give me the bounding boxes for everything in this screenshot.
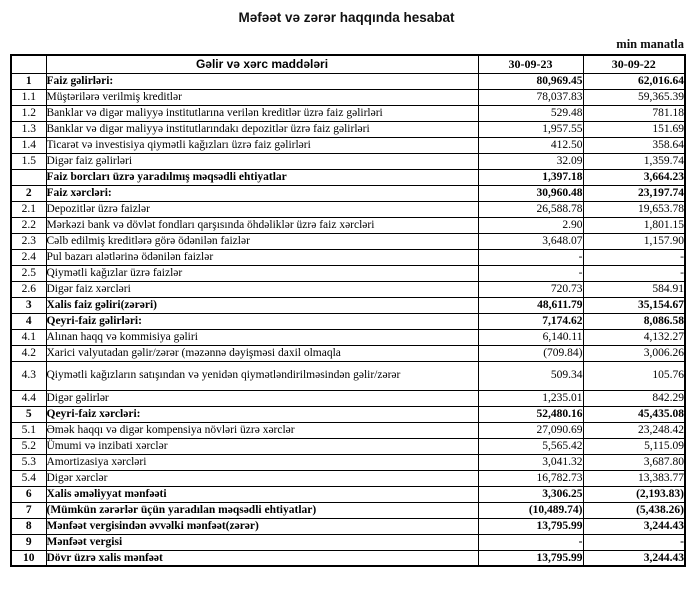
row-label-cell: Pul bazarı alətlərinə ödənilən faizlər xyxy=(46,249,478,265)
row-number-cell: 5.4 xyxy=(11,470,46,486)
row-value-2023-cell: 529.48 xyxy=(478,105,583,121)
row-value-2022-cell: 781.18 xyxy=(583,105,685,121)
row-value-2022-cell: 8,086.58 xyxy=(583,313,685,329)
row-value-2023-cell: 26,588.78 xyxy=(478,201,583,217)
table-row xyxy=(11,422,685,438)
row-value-2022-cell: 23,197.74 xyxy=(583,185,685,201)
table-row xyxy=(11,470,685,486)
row-value-2022-cell: 19,653.78 xyxy=(583,201,685,217)
row-value-2022-cell: 105.76 xyxy=(583,361,685,390)
row-value-2022-cell: (5,438.26) xyxy=(583,502,685,518)
row-label-cell: Digər xərclər xyxy=(46,470,478,486)
table-row xyxy=(11,534,685,550)
row-value-2022-cell: 1,801.15 xyxy=(583,217,685,233)
row-value-2023-cell: 30,960.48 xyxy=(478,185,583,201)
row-value-2023-cell: 509.34 xyxy=(478,361,583,390)
row-value-2023-cell: 78,037.83 xyxy=(478,89,583,105)
row-value-2022-cell: (2,193.83) xyxy=(583,486,685,502)
table-row xyxy=(11,345,685,361)
row-label-cell: Qiymətli kağızların satışından və yenidən qiymətləndirilməsindən gəlir/zərər xyxy=(46,361,478,390)
row-value-2023-cell: 7,174.62 xyxy=(478,313,583,329)
row-label-cell: Əmək haqqı və digər kompensiya növləri üzrə xərclər xyxy=(46,422,478,438)
row-number-cell xyxy=(11,169,46,185)
row-number-cell: 4.1 xyxy=(11,329,46,345)
row-value-2023-cell: 13,795.99 xyxy=(478,518,583,534)
row-value-2022-cell: 59,365.39 xyxy=(583,89,685,105)
row-value-2023-cell: 80,969.45 xyxy=(478,73,583,89)
table-row xyxy=(11,153,685,169)
row-value-2023-cell: 52,480.16 xyxy=(478,406,583,422)
table-row xyxy=(11,329,685,345)
unit-note: min manatla xyxy=(616,37,684,51)
column-header-items: Gəlir və xərc maddələri xyxy=(46,55,478,73)
row-value-2022-cell: 842.29 xyxy=(583,390,685,406)
row-value-2023-cell: 1,957.55 xyxy=(478,121,583,137)
column-header-period-2023: 30-09-23 xyxy=(478,55,583,73)
row-value-2022-cell: 13,383.77 xyxy=(583,470,685,486)
row-label-cell: Mərkəzi bank və dövlət fondları qarşısında öhdəliklər üzrə faiz xərcləri xyxy=(46,217,478,233)
table-row xyxy=(11,281,685,297)
row-label-cell: (Mümkün zərərlər üçün yaradılan məqsədli ehtiyatlar) xyxy=(46,502,478,518)
row-value-2023-cell: 6,140.11 xyxy=(478,329,583,345)
row-number-cell: 4.2 xyxy=(11,345,46,361)
row-label-cell: Depozitlər üzrə faizlər xyxy=(46,201,478,217)
table-row xyxy=(11,201,685,217)
table-row xyxy=(11,406,685,422)
row-number-cell: 5 xyxy=(11,406,46,422)
row-value-2023-cell: 16,782.73 xyxy=(478,470,583,486)
row-number-cell: 1 xyxy=(11,73,46,89)
row-value-2023-cell: (10,489.74) xyxy=(478,502,583,518)
row-number-cell: 1.3 xyxy=(11,121,46,137)
row-label-cell: Digər gəlirlər xyxy=(46,390,478,406)
row-label-cell: Ticarət və investisiya qiymətli kağızları üzrə faiz gəlirləri xyxy=(46,137,478,153)
row-value-2023-cell: 48,611.79 xyxy=(478,297,583,313)
row-number-cell: 2.4 xyxy=(11,249,46,265)
table-row xyxy=(11,297,685,313)
row-number-cell: 1.1 xyxy=(11,89,46,105)
row-number-cell: 4.4 xyxy=(11,390,46,406)
row-value-2023-cell: 1,235.01 xyxy=(478,390,583,406)
row-number-cell: 6 xyxy=(11,486,46,502)
row-number-cell: 5.2 xyxy=(11,438,46,454)
column-header-number xyxy=(11,55,46,73)
row-value-2022-cell: - xyxy=(583,265,685,281)
row-value-2023-cell: 32.09 xyxy=(478,153,583,169)
row-value-2022-cell: 23,248.42 xyxy=(583,422,685,438)
table-row xyxy=(11,454,685,470)
row-number-cell: 2 xyxy=(11,185,46,201)
row-label-cell: Dövr üzrə xalis mənfəət xyxy=(46,550,478,566)
table-row xyxy=(11,313,685,329)
table-row xyxy=(11,185,685,201)
row-number-cell: 1.5 xyxy=(11,153,46,169)
row-number-cell: 3 xyxy=(11,297,46,313)
row-label-cell: Xarici valyutadan gəlir/zərər (məzənnə dəyişməsi daxil olmaqla xyxy=(46,345,478,361)
table-row xyxy=(11,265,685,281)
row-label-cell: Faiz xərcləri: xyxy=(46,185,478,201)
row-number-cell: 2.2 xyxy=(11,217,46,233)
row-value-2023-cell: 5,565.42 xyxy=(478,438,583,454)
table-row xyxy=(11,121,685,137)
row-value-2023-cell: - xyxy=(478,249,583,265)
page-title: Məfəət və zərər haqqında hesabat xyxy=(238,10,455,25)
row-label-cell: Banklar və digər maliyyə institutlarına verilən kreditlər üzrə faiz gəlirləri xyxy=(46,105,478,121)
row-value-2023-cell: 13,795.99 xyxy=(478,550,583,566)
table-row xyxy=(11,502,685,518)
row-value-2022-cell: 3,687.80 xyxy=(583,454,685,470)
row-number-cell: 10 xyxy=(11,550,46,566)
row-label-cell: Faiz borcları üzrə yaradılmış məqsədli ehtiyatlar xyxy=(46,169,478,185)
row-number-cell: 7 xyxy=(11,502,46,518)
row-number-cell: 2.6 xyxy=(11,281,46,297)
row-label-cell: Qeyri-faiz xərcləri: xyxy=(46,406,478,422)
table-row xyxy=(11,438,685,454)
table-row xyxy=(11,390,685,406)
row-number-cell: 2.3 xyxy=(11,233,46,249)
row-value-2022-cell: 1,359.74 xyxy=(583,153,685,169)
row-label-cell: Amortizasiya xərcləri xyxy=(46,454,478,470)
row-label-cell: Banklar və digər maliyyə institutlarındakı depozitlər üzrə faiz gəlirləri xyxy=(46,121,478,137)
row-value-2023-cell: 412.50 xyxy=(478,137,583,153)
row-label-cell: Cəlb edilmiş kreditlərə görə ödənilən faizlər xyxy=(46,233,478,249)
row-number-cell: 5.3 xyxy=(11,454,46,470)
row-value-2022-cell: 3,244.43 xyxy=(583,550,685,566)
row-label-cell: Xalis əməliyyat mənfəəti xyxy=(46,486,478,502)
row-label-cell: Faiz gəlirləri: xyxy=(46,73,478,89)
row-value-2022-cell: - xyxy=(583,249,685,265)
table-row xyxy=(11,73,685,89)
row-label-cell: Digər faiz xərcləri xyxy=(46,281,478,297)
row-value-2022-cell: 358.64 xyxy=(583,137,685,153)
table-row xyxy=(11,249,685,265)
row-value-2023-cell: 3,306.25 xyxy=(478,486,583,502)
row-value-2022-cell: 3,244.43 xyxy=(583,518,685,534)
income-statement-table xyxy=(10,54,686,567)
row-number-cell: 9 xyxy=(11,534,46,550)
table-row xyxy=(11,361,685,390)
row-value-2022-cell: 584.91 xyxy=(583,281,685,297)
row-number-cell: 2.5 xyxy=(11,265,46,281)
table-row xyxy=(11,137,685,153)
table-header-row xyxy=(11,55,685,73)
table-row xyxy=(11,105,685,121)
row-label-cell: Xalis faiz gəliri(zərəri) xyxy=(46,297,478,313)
row-value-2022-cell: 5,115.09 xyxy=(583,438,685,454)
row-number-cell: 1.4 xyxy=(11,137,46,153)
row-value-2022-cell: 4,132.27 xyxy=(583,329,685,345)
row-value-2022-cell: 35,154.67 xyxy=(583,297,685,313)
table-row xyxy=(11,233,685,249)
table-row xyxy=(11,217,685,233)
row-value-2022-cell: 3,006.26 xyxy=(583,345,685,361)
row-value-2023-cell: (709.84) xyxy=(478,345,583,361)
row-value-2022-cell: 62,016.64 xyxy=(583,73,685,89)
row-value-2023-cell: 3,648.07 xyxy=(478,233,583,249)
row-number-cell: 4 xyxy=(11,313,46,329)
row-value-2023-cell: - xyxy=(478,534,583,550)
row-label-cell: Digər faiz gəlirləri xyxy=(46,153,478,169)
row-label-cell: Ümumi və inzibati xərclər xyxy=(46,438,478,454)
row-value-2022-cell: 3,664.23 xyxy=(583,169,685,185)
row-label-cell: Alınan haqq və kommisiya gəliri xyxy=(46,329,478,345)
row-value-2023-cell: 3,041.32 xyxy=(478,454,583,470)
row-value-2022-cell: 45,435.08 xyxy=(583,406,685,422)
row-label-cell: Mənfəət vergisindən əvvəlki mənfəət(zərər) xyxy=(46,518,478,534)
row-value-2023-cell: 1,397.18 xyxy=(478,169,583,185)
row-number-cell: 5.1 xyxy=(11,422,46,438)
table-row xyxy=(11,550,685,566)
row-value-2023-cell: 2.90 xyxy=(478,217,583,233)
row-number-cell: 8 xyxy=(11,518,46,534)
table-row xyxy=(11,486,685,502)
row-value-2022-cell: - xyxy=(583,534,685,550)
column-header-period-2022: 30-09-22 xyxy=(583,55,685,73)
table-row xyxy=(11,169,685,185)
row-value-2023-cell: 27,090.69 xyxy=(478,422,583,438)
row-label-cell: Qiymətli kağızlar üzrə faizlər xyxy=(46,265,478,281)
table-row xyxy=(11,518,685,534)
row-value-2022-cell: 1,157.90 xyxy=(583,233,685,249)
table-row xyxy=(11,89,685,105)
row-value-2022-cell: 151.69 xyxy=(583,121,685,137)
row-value-2023-cell: - xyxy=(478,265,583,281)
table-body xyxy=(11,73,685,566)
row-label-cell: Müştərilərə verilmiş kreditlər xyxy=(46,89,478,105)
row-number-cell: 1.2 xyxy=(11,105,46,121)
row-value-2023-cell: 720.73 xyxy=(478,281,583,297)
row-number-cell: 4.3 xyxy=(11,361,46,390)
row-number-cell: 2.1 xyxy=(11,201,46,217)
row-label-cell: Mənfəət vergisi xyxy=(46,534,478,550)
row-label-cell: Qeyri-faiz gəlirləri: xyxy=(46,313,478,329)
